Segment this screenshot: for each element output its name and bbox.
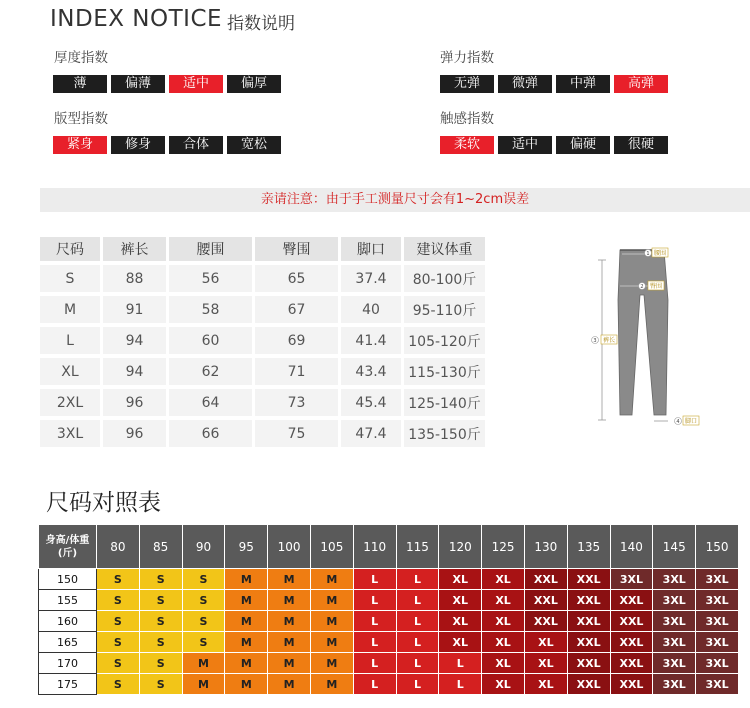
size-table-cell: 45.4: [341, 389, 401, 416]
size-cell: XL: [439, 569, 482, 590]
size-cell: S: [182, 611, 225, 632]
size-cell: S: [139, 653, 182, 674]
weight-header-cell: 90: [182, 525, 225, 569]
size-cell: XXL: [610, 653, 653, 674]
height-cell: 170: [39, 653, 97, 674]
size-cell: M: [225, 569, 268, 590]
size-cell: 3XL: [696, 674, 739, 695]
size-cell: 3XL: [653, 569, 696, 590]
thickness-index-option: 偏厚: [227, 75, 281, 93]
size-cell: S: [182, 569, 225, 590]
table-row: [39, 674, 739, 695]
height-cell: 160: [39, 611, 97, 632]
fit-index-option: 紧身: [53, 136, 107, 154]
size-cell: XXL: [567, 674, 610, 695]
size-cell: XL: [439, 632, 482, 653]
weight-header-cell: 140: [610, 525, 653, 569]
fit-index-option: 修身: [111, 136, 165, 154]
elasticity-index-option: 微弹: [498, 75, 552, 93]
weight-header-cell: 120: [439, 525, 482, 569]
touch-index-option: 很硬: [614, 136, 668, 154]
size-table-cell: 91: [103, 296, 166, 323]
size-cell: S: [139, 611, 182, 632]
size-cell: M: [182, 674, 225, 695]
weight-header-cell: 85: [139, 525, 182, 569]
size-cell: L: [396, 674, 439, 695]
corner-unit-label: (斤): [57, 547, 78, 559]
elasticity-index-option: 中弹: [556, 75, 610, 93]
size-cell: M: [310, 653, 353, 674]
size-table-header-cell: 建议体重: [404, 237, 485, 261]
size-cell: 3XL: [696, 569, 739, 590]
size-table-cell: 66: [169, 420, 252, 447]
size-cell: L: [396, 653, 439, 674]
size-cell: XXL: [567, 632, 610, 653]
size-table-cell: L: [40, 327, 100, 354]
size-cell: M: [268, 569, 311, 590]
size-table-cell: 64: [169, 389, 252, 416]
size-table-cell: 115-130斤: [404, 358, 485, 385]
table-row: [40, 358, 485, 385]
table-row: [39, 569, 739, 590]
size-table-body: [40, 265, 485, 447]
size-cell: XXL: [610, 611, 653, 632]
size-table-cell: 41.4: [341, 327, 401, 354]
size-table-header-cell: 腰围: [169, 237, 252, 261]
size-table-cell: 88: [103, 265, 166, 292]
size-cell: S: [139, 569, 182, 590]
size-conversion-table: [38, 524, 739, 695]
touch-index-scale: [440, 136, 668, 154]
size-cell: XL: [482, 653, 525, 674]
size-table-cell: S: [40, 265, 100, 292]
hem-number: 4: [676, 419, 680, 425]
size-cell: S: [139, 632, 182, 653]
size-table-cell: 125-140斤: [404, 389, 485, 416]
size-table-cell: 135-150斤: [404, 420, 485, 447]
size-cell: XXL: [610, 590, 653, 611]
weight-header-cell: 125: [482, 525, 525, 569]
size-cell: L: [396, 611, 439, 632]
height-cell: 150: [39, 569, 97, 590]
size-cell: XXL: [524, 569, 567, 590]
thickness-index-option: 薄: [53, 75, 107, 93]
size-cell: XXL: [567, 590, 610, 611]
size-cell: L: [396, 569, 439, 590]
size-cell: XL: [482, 569, 525, 590]
size-table-cell: 37.4: [341, 265, 401, 292]
weight-header-cell: 110: [353, 525, 396, 569]
size-cell: 3XL: [696, 590, 739, 611]
size-cell: L: [353, 674, 396, 695]
size-table-cell: 95-110斤: [404, 296, 485, 323]
size-table-cell: 60: [169, 327, 252, 354]
fit-index-label: 版型指数: [54, 111, 108, 127]
fit-index-option: 合体: [169, 136, 223, 154]
table-row: [40, 389, 485, 416]
size-cell: M: [310, 632, 353, 653]
weight-header-cell: 145: [653, 525, 696, 569]
table-row: [39, 590, 739, 611]
measurement-notice-bar: [40, 188, 750, 212]
thickness-index-option: 适中: [169, 75, 223, 93]
size-cell: XXL: [524, 611, 567, 632]
size-cell: XXL: [524, 590, 567, 611]
waist-label: 腰围: [653, 250, 667, 257]
size-table-cell: 62: [169, 358, 252, 385]
weight-header-cell: 95: [225, 525, 268, 569]
size-table-cell: 40: [341, 296, 401, 323]
thickness-index-option: 偏薄: [111, 75, 165, 93]
thickness-index-scale: [53, 75, 281, 93]
size-cell: XL: [482, 632, 525, 653]
length-number: 3: [593, 338, 597, 344]
size-cell: L: [439, 653, 482, 674]
size-cell: M: [225, 611, 268, 632]
weight-header-cell: 80: [97, 525, 140, 569]
size-cell: M: [182, 653, 225, 674]
size-cell: S: [97, 611, 140, 632]
size-cell: S: [97, 653, 140, 674]
size-cell: M: [310, 674, 353, 695]
size-cell: XL: [482, 674, 525, 695]
size-cell: S: [139, 674, 182, 695]
weight-header-cell: 135: [567, 525, 610, 569]
size-cell: XL: [524, 653, 567, 674]
size-measurement-table: [37, 233, 488, 451]
size-table-cell: 96: [103, 389, 166, 416]
size-table-cell: 58: [169, 296, 252, 323]
size-cell: XXL: [567, 653, 610, 674]
size-cell: S: [139, 590, 182, 611]
size-table-cell: 71: [255, 358, 338, 385]
size-cell: M: [310, 569, 353, 590]
size-table-cell: 65: [255, 265, 338, 292]
pants-silhouette: [618, 250, 668, 415]
size-table-cell: 96: [103, 420, 166, 447]
size-cell: S: [97, 590, 140, 611]
touch-index-option: 柔软: [440, 136, 494, 154]
size-cell: M: [225, 590, 268, 611]
size-cell: XL: [482, 611, 525, 632]
size-cell: 3XL: [653, 653, 696, 674]
size-table-cell: 75: [255, 420, 338, 447]
table-row: [40, 327, 485, 354]
weight-header-cell: 100: [268, 525, 311, 569]
size-cell: 3XL: [696, 611, 739, 632]
size-cell: XL: [524, 674, 567, 695]
size-cell: M: [268, 632, 311, 653]
size-cell: M: [268, 611, 311, 632]
size-cell: S: [182, 632, 225, 653]
height-cell: 155: [39, 590, 97, 611]
height-cell: 175: [39, 674, 97, 695]
size-table-header: [40, 237, 485, 261]
size-cell: S: [97, 569, 140, 590]
size-cell: L: [439, 674, 482, 695]
conversion-weight-header: [39, 525, 739, 569]
fit-index-scale: [53, 136, 281, 154]
pants-measurement-diagram: [590, 240, 710, 430]
thickness-index-label: 厚度指数: [54, 50, 108, 66]
size-cell: S: [97, 674, 140, 695]
size-cell: S: [97, 632, 140, 653]
size-cell: L: [353, 569, 396, 590]
size-cell: M: [310, 590, 353, 611]
size-table-cell: 56: [169, 265, 252, 292]
size-cell: L: [353, 653, 396, 674]
size-cell: XL: [482, 590, 525, 611]
size-cell: XXL: [610, 674, 653, 695]
size-cell: XL: [439, 611, 482, 632]
size-table-cell: 67: [255, 296, 338, 323]
size-table-header-cell: 尺码: [40, 237, 100, 261]
conversion-corner-header: [39, 525, 97, 569]
size-cell: M: [310, 611, 353, 632]
touch-index-option: 适中: [498, 136, 552, 154]
weight-header-cell: 105: [310, 525, 353, 569]
table-row: [39, 611, 739, 632]
size-cell: L: [396, 632, 439, 653]
size-cell: 3XL: [653, 590, 696, 611]
size-table-cell: 47.4: [341, 420, 401, 447]
size-table-header-cell: 裤长: [103, 237, 166, 261]
weight-header-cell: 130: [524, 525, 567, 569]
hem-label: 脚口: [684, 418, 698, 425]
size-cell: M: [268, 674, 311, 695]
table-row: [40, 265, 485, 292]
size-table-cell: 94: [103, 358, 166, 385]
touch-index-label: 触感指数: [440, 111, 494, 127]
size-cell: 3XL: [653, 674, 696, 695]
size-table-cell: 2XL: [40, 389, 100, 416]
touch-index-option: 偏硬: [556, 136, 610, 154]
length-label: 裤长: [602, 337, 616, 344]
size-table-header-cell: 臀围: [255, 237, 338, 261]
size-cell: 3XL: [696, 632, 739, 653]
size-cell: XXL: [567, 611, 610, 632]
size-cell: S: [182, 590, 225, 611]
table-row: [40, 420, 485, 447]
conversion-table-body: [39, 569, 739, 695]
size-cell: M: [225, 653, 268, 674]
size-cell: 3XL: [610, 569, 653, 590]
size-table-cell: M: [40, 296, 100, 323]
index-notice-title: INDEX NOTICE: [50, 6, 223, 32]
size-cell: M: [225, 632, 268, 653]
size-conversion-title: 尺码对照表: [46, 490, 161, 516]
size-cell: 3XL: [696, 653, 739, 674]
size-table-cell: 80-100斤: [404, 265, 485, 292]
table-row: [39, 632, 739, 653]
weight-header-cell: 150: [696, 525, 739, 569]
elasticity-index-option: 无弹: [440, 75, 494, 93]
size-cell: XL: [524, 632, 567, 653]
hip-label: 臀围: [649, 283, 663, 290]
hip-number: 2: [640, 284, 644, 290]
size-table-cell: 3XL: [40, 420, 100, 447]
size-cell: L: [396, 590, 439, 611]
size-cell: 3XL: [653, 632, 696, 653]
corner-height-weight-label: 身高/体重: [45, 534, 90, 546]
fit-index-option: 宽松: [227, 136, 281, 154]
size-cell: L: [353, 632, 396, 653]
size-table-cell: 105-120斤: [404, 327, 485, 354]
size-cell: L: [353, 590, 396, 611]
elasticity-index-scale: [440, 75, 668, 93]
size-cell: M: [225, 674, 268, 695]
weight-header-cell: 115: [396, 525, 439, 569]
table-row: [40, 296, 485, 323]
size-table-cell: 94: [103, 327, 166, 354]
index-notice-subtitle: 指数说明: [227, 14, 295, 34]
table-row: [39, 653, 739, 674]
measurement-notice-text: 亲请注意：由于手工测量尺寸会有1~2cm误差: [260, 192, 530, 207]
waist-number: 1: [646, 251, 650, 257]
size-cell: 3XL: [653, 611, 696, 632]
size-table-cell: XL: [40, 358, 100, 385]
elasticity-index-option: 高弹: [614, 75, 668, 93]
size-cell: M: [268, 653, 311, 674]
height-cell: 165: [39, 632, 97, 653]
elasticity-index-label: 弹力指数: [440, 50, 494, 66]
size-table-cell: 43.4: [341, 358, 401, 385]
size-cell: XL: [439, 590, 482, 611]
size-cell: XXL: [567, 569, 610, 590]
size-table-header-cell: 脚口: [341, 237, 401, 261]
size-cell: M: [268, 590, 311, 611]
size-table-cell: 73: [255, 389, 338, 416]
size-cell: XXL: [610, 632, 653, 653]
size-table-cell: 69: [255, 327, 338, 354]
size-cell: L: [353, 611, 396, 632]
size-conversion-chart: [38, 524, 739, 695]
